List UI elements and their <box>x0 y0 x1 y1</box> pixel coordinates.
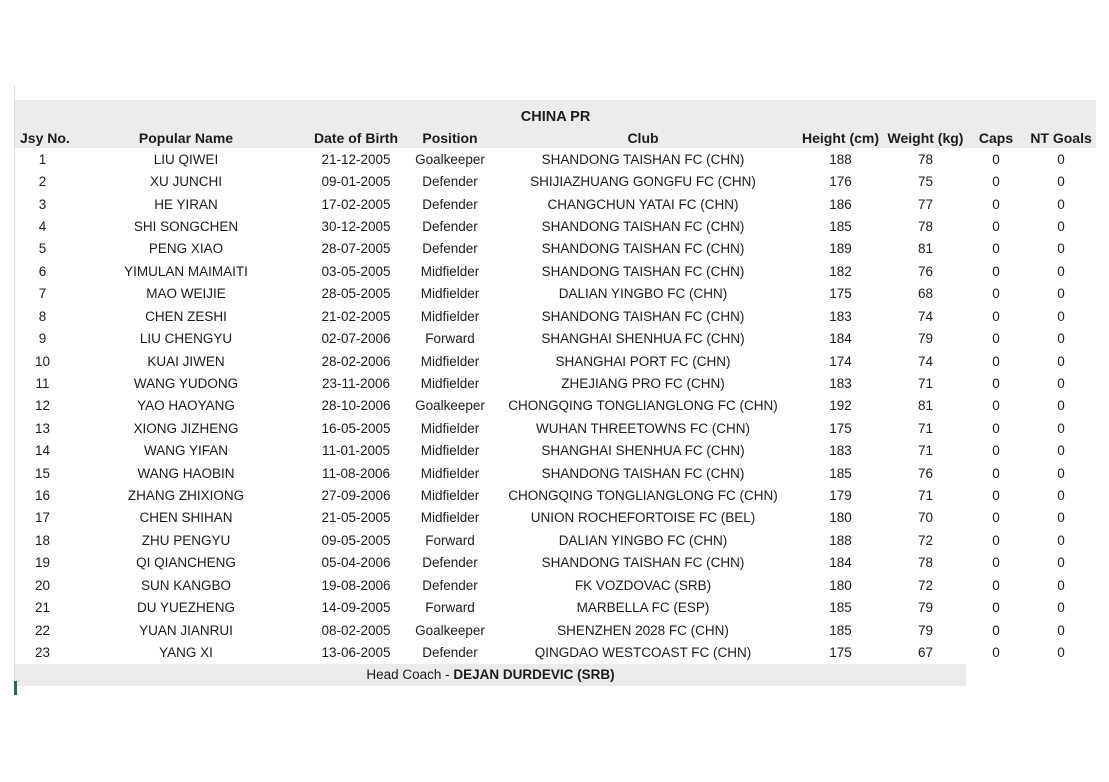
cell-club: UNION ROCHEFORTOISE FC (BEL) <box>490 507 796 529</box>
cell-nt-goals: 0 <box>1026 193 1096 215</box>
cell-date-of-birth: 23-11-2006 <box>302 372 410 394</box>
cell-popular-name: LIU QIWEI <box>70 148 302 170</box>
cell-weight: 70 <box>885 507 966 529</box>
cell-caps: 0 <box>966 529 1026 551</box>
cell-weight: 72 <box>885 529 966 551</box>
cell-jsy-no: 22 <box>15 619 70 641</box>
cell-club: SHANDONG TAISHAN FC (CHN) <box>490 305 796 327</box>
cell-caps: 0 <box>966 552 1026 574</box>
table-row <box>15 552 1096 574</box>
cell-popular-name: YANG XI <box>70 641 302 663</box>
cell-position: Midfielder <box>410 372 490 394</box>
page-title: CHINA PR <box>520 108 591 125</box>
cell-date-of-birth: 05-04-2006 <box>302 552 410 574</box>
table-row <box>15 619 1096 641</box>
table-header-row <box>15 127 1096 148</box>
cell-popular-name: XU JUNCHI <box>70 170 302 192</box>
column-header-date-of-birth: Date of Birth <box>314 129 398 146</box>
cell-caps: 0 <box>966 327 1026 349</box>
cell-popular-name: DU YUEZHENG <box>70 596 302 618</box>
cell-caps: 0 <box>966 215 1026 237</box>
roster-sheet <box>14 85 1095 686</box>
cell-weight: 77 <box>885 193 966 215</box>
cell-popular-name: PENG XIAO <box>70 238 302 260</box>
cell-club: SHANGHAI SHENHUA FC (CHN) <box>490 327 796 349</box>
head-coach-name: DEJAN DURDEVIC (SRB) <box>453 667 615 683</box>
cell-position: Midfielder <box>410 260 490 282</box>
cell-height: 185 <box>796 462 885 484</box>
table-row <box>15 372 1096 394</box>
cell-jsy-no: 23 <box>15 641 70 663</box>
cell-date-of-birth: 28-05-2005 <box>302 283 410 305</box>
column-header-weight: Weight (kg) <box>887 129 964 146</box>
table-row <box>15 596 1096 618</box>
cell-height: 188 <box>796 529 885 551</box>
cell-caps: 0 <box>966 193 1026 215</box>
cell-jsy-no: 10 <box>15 350 70 372</box>
cell-jsy-no: 17 <box>15 507 70 529</box>
cell-position: Defender <box>410 552 490 574</box>
cell-club: CHONGQING TONGLIANGLONG FC (CHN) <box>490 395 796 417</box>
cell-weight: 76 <box>885 260 966 282</box>
table-row <box>15 417 1096 439</box>
cell-height: 185 <box>796 596 885 618</box>
cell-nt-goals: 0 <box>1026 529 1096 551</box>
cell-club: SHANDONG TAISHAN FC (CHN) <box>490 260 796 282</box>
cell-nt-goals: 0 <box>1026 484 1096 506</box>
cell-weight: 79 <box>885 327 966 349</box>
cell-date-of-birth: 13-06-2005 <box>302 641 410 663</box>
cell-club: WUHAN THREETOWNS FC (CHN) <box>490 417 796 439</box>
cell-nt-goals: 0 <box>1026 372 1096 394</box>
cell-popular-name: ZHANG ZHIXIONG <box>70 484 302 506</box>
cell-jsy-no: 13 <box>15 417 70 439</box>
cell-popular-name: CHEN ZESHI <box>70 305 302 327</box>
cell-weight: 78 <box>885 215 966 237</box>
cell-height: 179 <box>796 484 885 506</box>
cell-caps: 0 <box>966 148 1026 170</box>
cell-nt-goals: 0 <box>1026 574 1096 596</box>
column-header-height: Height (cm) <box>802 129 879 146</box>
column-header-jsy-no: Jsy No. <box>20 129 70 146</box>
cell-jsy-no: 16 <box>15 484 70 506</box>
cell-position: Midfielder <box>410 439 490 461</box>
cell-height: 174 <box>796 350 885 372</box>
cell-date-of-birth: 08-02-2005 <box>302 619 410 641</box>
cell-position: Defender <box>410 170 490 192</box>
table-row <box>15 350 1096 372</box>
cell-height: 183 <box>796 372 885 394</box>
cell-caps: 0 <box>966 462 1026 484</box>
cell-date-of-birth: 02-07-2006 <box>302 327 410 349</box>
cell-jsy-no: 4 <box>15 215 70 237</box>
cell-weight: 74 <box>885 350 966 372</box>
cell-date-of-birth: 09-05-2005 <box>302 529 410 551</box>
cell-date-of-birth: 28-10-2006 <box>302 395 410 417</box>
cell-popular-name: ZHU PENGYU <box>70 529 302 551</box>
cell-date-of-birth: 28-07-2005 <box>302 238 410 260</box>
table-row <box>15 260 1096 282</box>
cell-jsy-no: 2 <box>15 170 70 192</box>
cell-nt-goals: 0 <box>1026 283 1096 305</box>
cell-height: 183 <box>796 439 885 461</box>
cell-club: ZHEJIANG PRO FC (CHN) <box>490 372 796 394</box>
top-spacer <box>15 85 1095 100</box>
cell-position: Midfielder <box>410 484 490 506</box>
cell-caps: 0 <box>966 417 1026 439</box>
column-header-club: Club <box>627 129 659 146</box>
cell-nt-goals: 0 <box>1026 439 1096 461</box>
cell-position: Goalkeeper <box>410 619 490 641</box>
cell-caps: 0 <box>966 305 1026 327</box>
column-header-popular-name: Popular Name <box>138 129 234 146</box>
cell-popular-name: MAO WEIJIE <box>70 283 302 305</box>
cell-height: 186 <box>796 193 885 215</box>
cell-height: 180 <box>796 574 885 596</box>
cell-weight: 71 <box>885 372 966 394</box>
cell-caps: 0 <box>966 170 1026 192</box>
table-row <box>15 574 1096 596</box>
cell-height: 175 <box>796 417 885 439</box>
column-header-caps: Caps <box>978 129 1014 146</box>
cell-height: 184 <box>796 327 885 349</box>
cell-date-of-birth: 17-02-2005 <box>302 193 410 215</box>
cell-popular-name: SUN KANGBO <box>70 574 302 596</box>
cell-caps: 0 <box>966 574 1026 596</box>
cell-caps: 0 <box>966 619 1026 641</box>
cell-weight: 75 <box>885 170 966 192</box>
cell-popular-name: YIMULAN MAIMAITI <box>70 260 302 282</box>
cell-weight: 72 <box>885 574 966 596</box>
cell-position: Goalkeeper <box>410 395 490 417</box>
cell-caps: 0 <box>966 260 1026 282</box>
table-row <box>15 238 1096 260</box>
cell-date-of-birth: 21-02-2005 <box>302 305 410 327</box>
cell-club: CHONGQING TONGLIANGLONG FC (CHN) <box>490 484 796 506</box>
cell-nt-goals: 0 <box>1026 350 1096 372</box>
cell-jsy-no: 15 <box>15 462 70 484</box>
cell-weight: 79 <box>885 596 966 618</box>
cell-popular-name: WANG YIFAN <box>70 439 302 461</box>
table-row <box>15 439 1096 461</box>
cell-jsy-no: 7 <box>15 283 70 305</box>
table-row <box>15 327 1096 349</box>
cell-club: QINGDAO WESTCOAST FC (CHN) <box>490 641 796 663</box>
cell-jsy-no: 21 <box>15 596 70 618</box>
cell-popular-name: LIU CHENGYU <box>70 327 302 349</box>
cell-club: SHANGHAI SHENHUA FC (CHN) <box>490 439 796 461</box>
cell-height: 180 <box>796 507 885 529</box>
cell-nt-goals: 0 <box>1026 170 1096 192</box>
cell-height: 183 <box>796 305 885 327</box>
cell-date-of-birth: 14-09-2005 <box>302 596 410 618</box>
cell-club: DALIAN YINGBO FC (CHN) <box>490 283 796 305</box>
cell-nt-goals: 0 <box>1026 305 1096 327</box>
cell-height: 185 <box>796 215 885 237</box>
cell-position: Midfielder <box>410 350 490 372</box>
cell-jsy-no: 14 <box>15 439 70 461</box>
table-row <box>15 215 1096 237</box>
cell-popular-name: WANG YUDONG <box>70 372 302 394</box>
cell-nt-goals: 0 <box>1026 619 1096 641</box>
cell-jsy-no: 6 <box>15 260 70 282</box>
cell-height: 176 <box>796 170 885 192</box>
cell-position: Defender <box>410 238 490 260</box>
cell-jsy-no: 5 <box>15 238 70 260</box>
cell-nt-goals: 0 <box>1026 238 1096 260</box>
cell-popular-name: YAO HAOYANG <box>70 395 302 417</box>
cell-club: SHANDONG TAISHAN FC (CHN) <box>490 552 796 574</box>
cell-weight: 78 <box>885 552 966 574</box>
cell-date-of-birth: 03-05-2005 <box>302 260 410 282</box>
cell-height: 189 <box>796 238 885 260</box>
cell-height: 182 <box>796 260 885 282</box>
cell-nt-goals: 0 <box>1026 596 1096 618</box>
table-title-row <box>15 100 1096 127</box>
cell-jsy-no: 1 <box>15 148 70 170</box>
cell-caps: 0 <box>966 507 1026 529</box>
cell-position: Forward <box>410 529 490 551</box>
cell-position: Forward <box>410 596 490 618</box>
table-row <box>15 170 1096 192</box>
cell-jsy-no: 18 <box>15 529 70 551</box>
cell-weight: 74 <box>885 305 966 327</box>
head-coach-row <box>15 664 966 686</box>
cell-weight: 71 <box>885 417 966 439</box>
cell-jsy-no: 9 <box>15 327 70 349</box>
cell-nt-goals: 0 <box>1026 260 1096 282</box>
cell-caps: 0 <box>966 283 1026 305</box>
cell-weight: 71 <box>885 484 966 506</box>
cell-jsy-no: 20 <box>15 574 70 596</box>
cell-position: Midfielder <box>410 507 490 529</box>
table-row <box>15 283 1096 305</box>
cell-jsy-no: 8 <box>15 305 70 327</box>
cell-popular-name: XIONG JIZHENG <box>70 417 302 439</box>
cell-height: 192 <box>796 395 885 417</box>
cell-position: Midfielder <box>410 283 490 305</box>
roster-body <box>15 148 1096 664</box>
cell-nt-goals: 0 <box>1026 395 1096 417</box>
cell-caps: 0 <box>966 484 1026 506</box>
cell-popular-name: QI QIANCHENG <box>70 552 302 574</box>
cell-nt-goals: 0 <box>1026 215 1096 237</box>
cell-selection-mark <box>14 681 17 695</box>
cell-position: Midfielder <box>410 305 490 327</box>
cell-nt-goals: 0 <box>1026 552 1096 574</box>
cell-position: Midfielder <box>410 462 490 484</box>
cell-date-of-birth: 21-05-2005 <box>302 507 410 529</box>
cell-caps: 0 <box>966 350 1026 372</box>
cell-caps: 0 <box>966 372 1026 394</box>
table-row <box>15 193 1096 215</box>
cell-club: SHANDONG TAISHAN FC (CHN) <box>490 238 796 260</box>
column-header-nt-goals: NT Goals <box>1030 129 1092 146</box>
cell-position: Defender <box>410 641 490 663</box>
table-row <box>15 484 1096 506</box>
cell-weight: 81 <box>885 238 966 260</box>
cell-club: DALIAN YINGBO FC (CHN) <box>490 529 796 551</box>
cell-jsy-no: 11 <box>15 372 70 394</box>
cell-weight: 68 <box>885 283 966 305</box>
cell-popular-name: HE YIRAN <box>70 193 302 215</box>
cell-nt-goals: 0 <box>1026 641 1096 663</box>
cell-popular-name: CHEN SHIHAN <box>70 507 302 529</box>
cell-date-of-birth: 19-08-2006 <box>302 574 410 596</box>
cell-position: Defender <box>410 574 490 596</box>
cell-weight: 81 <box>885 395 966 417</box>
table-row <box>15 641 1096 663</box>
cell-date-of-birth: 11-01-2005 <box>302 439 410 461</box>
cell-nt-goals: 0 <box>1026 327 1096 349</box>
table-row <box>15 507 1096 529</box>
cell-popular-name: SHI SONGCHEN <box>70 215 302 237</box>
cell-caps: 0 <box>966 641 1026 663</box>
cell-club: MARBELLA FC (ESP) <box>490 596 796 618</box>
cell-height: 175 <box>796 283 885 305</box>
cell-position: Midfielder <box>410 417 490 439</box>
cell-club: SHIJIAZHUANG GONGFU FC (CHN) <box>490 170 796 192</box>
cell-caps: 0 <box>966 439 1026 461</box>
cell-club: SHANDONG TAISHAN FC (CHN) <box>490 462 796 484</box>
cell-popular-name: WANG HAOBIN <box>70 462 302 484</box>
cell-popular-name: YUAN JIANRUI <box>70 619 302 641</box>
table-row <box>15 395 1096 417</box>
cell-height: 188 <box>796 148 885 170</box>
cell-date-of-birth: 11-08-2006 <box>302 462 410 484</box>
cell-jsy-no: 3 <box>15 193 70 215</box>
cell-nt-goals: 0 <box>1026 462 1096 484</box>
table-row <box>15 305 1096 327</box>
cell-date-of-birth: 21-12-2005 <box>302 148 410 170</box>
cell-club: SHENZHEN 2028 FC (CHN) <box>490 619 796 641</box>
cell-weight: 76 <box>885 462 966 484</box>
cell-position: Defender <box>410 193 490 215</box>
roster-table <box>15 100 1096 664</box>
cell-height: 175 <box>796 641 885 663</box>
cell-caps: 0 <box>966 596 1026 618</box>
table-row <box>15 462 1096 484</box>
cell-club: SHANGHAI PORT FC (CHN) <box>490 350 796 372</box>
cell-date-of-birth: 27-09-2006 <box>302 484 410 506</box>
cell-jsy-no: 12 <box>15 395 70 417</box>
cell-position: Defender <box>410 215 490 237</box>
cell-height: 185 <box>796 619 885 641</box>
cell-date-of-birth: 30-12-2005 <box>302 215 410 237</box>
cell-weight: 67 <box>885 641 966 663</box>
cell-club: SHANDONG TAISHAN FC (CHN) <box>490 148 796 170</box>
cell-position: Goalkeeper <box>410 148 490 170</box>
cell-caps: 0 <box>966 238 1026 260</box>
cell-date-of-birth: 09-01-2005 <box>302 170 410 192</box>
cell-date-of-birth: 16-05-2005 <box>302 417 410 439</box>
cell-club: SHANDONG TAISHAN FC (CHN) <box>490 215 796 237</box>
cell-jsy-no: 19 <box>15 552 70 574</box>
column-header-position: Position <box>422 129 478 146</box>
cell-height: 184 <box>796 552 885 574</box>
cell-club: FK VOZDOVAC (SRB) <box>490 574 796 596</box>
cell-weight: 71 <box>885 439 966 461</box>
cell-nt-goals: 0 <box>1026 148 1096 170</box>
cell-caps: 0 <box>966 395 1026 417</box>
cell-weight: 79 <box>885 619 966 641</box>
table-row <box>15 529 1096 551</box>
cell-popular-name: KUAI JIWEN <box>70 350 302 372</box>
cell-nt-goals: 0 <box>1026 417 1096 439</box>
cell-weight: 78 <box>885 148 966 170</box>
cell-club: CHANGCHUN YATAI FC (CHN) <box>490 193 796 215</box>
head-coach-label: Head Coach - <box>366 667 454 683</box>
table-row <box>15 148 1096 170</box>
cell-nt-goals: 0 <box>1026 507 1096 529</box>
cell-position: Forward <box>410 327 490 349</box>
cell-date-of-birth: 28-02-2006 <box>302 350 410 372</box>
